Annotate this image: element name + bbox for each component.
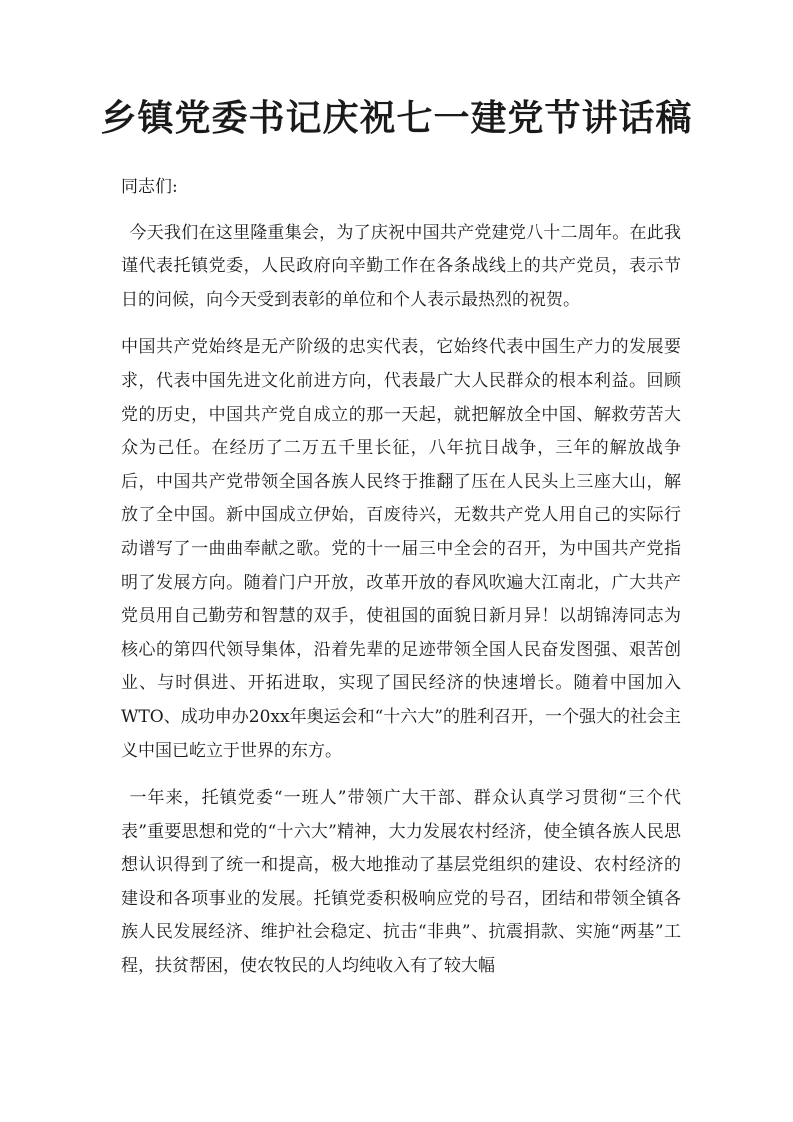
paragraph-1: 今天我们在这里隆重集会，为了庆祝中国共产党建党八十二周年。在此我谨代表托镇党委，人民政府向辛勤工作在各条战线上的共产党员，表示节日的问候，向今天受到表彰的单位和个人表示最热烈的祝贺。	[121, 222, 681, 310]
paragraph-3: 一年来，托镇党委“一班人”带领广大干部、群众认真学习贯彻“三个代表”重要思想和党的“十六大”精神，大力发展农村经济，使全镇各族人民思想认识得到了统一和提高，极大地推动了基层党组织的建设、农村经济的建设和各项事业的发展。托镇党委积极响应党的号召，团结和带领全镇各族人民发展经济、维护社会稳定、抗击“非典”、抗震捐款、实施“两基”工程，扶贫帮困，使农牧民的人均纯收入有了较大幅	[121, 788, 681, 977]
document-title: 乡镇党委书记庆祝七一建党节讲话稿	[100, 97, 693, 139]
paragraph-2: 中国共产党始终是无产阶级的忠实代表，它始终代表中国生产力的发展要求，代表中国先进文化前进方向，代表最广大人民群众的根本利益。回顾党的历史，中国共产党自成立的那一天起，就把解放全中国、解救劳苦大众为己任。在经历了二万五千里长征，八年抗日战争，三年的解放战争后，中国共产党带领全国各族人民终于推翻了压在人民头上三座大山，解放了全中国。新中国成立伊始，百废待兴，无数共产党人用自己的实际行动谱写了一曲曲奉献之歌。党的十一届三中全会的召开，为中国共产党指明了发展方向。随着门户开放，改革开放的春风吹遍大江南北，广大共产党员用自己勤劳和智慧的双手，使祖国的面貌日新月异！以胡锦涛同志为核心的第四代领导集体，沿着先辈的足迹带领全国人民奋发图强、艰苦创业、与时俱进、开拓进取，实现了国民经济的快速增长。随着中国加入WTO、成功申办20xx年奥运会和“十六大”的胜利召开，一个强大的社会主义中国已屹立于世界的东方。	[121, 337, 681, 761]
salutation: 同志们:	[121, 177, 178, 197]
document-body	[121, 171, 681, 998]
